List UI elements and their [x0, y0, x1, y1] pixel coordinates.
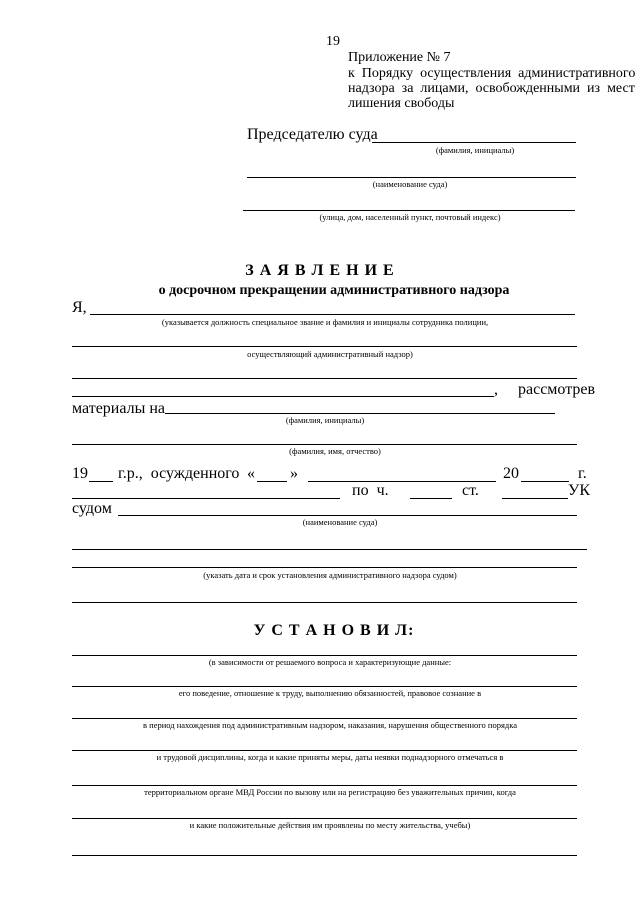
officer-field[interactable] — [90, 314, 575, 315]
label-materials-on: материалы на — [72, 400, 165, 417]
birth-year-field[interactable] — [89, 481, 113, 482]
comma: , — [494, 381, 498, 398]
officer-field-2[interactable] — [72, 346, 577, 347]
document-subtitle: о досрочном прекращении административного надзора — [158, 283, 510, 298]
appendix-line-1: к Порядку осуществления административного — [348, 66, 636, 81]
established-line-6[interactable] — [72, 818, 577, 819]
blank-line-5[interactable] — [72, 602, 577, 603]
caption-established-6: и какие положительные действия им проявлены по месту жительства, учебы) — [189, 820, 471, 830]
established-heading: У С Т А Н О В И Л: — [253, 622, 415, 639]
year-20: 20 — [503, 465, 519, 482]
court-address-field[interactable] — [243, 210, 575, 211]
subject-full-name-field[interactable] — [72, 444, 577, 445]
court-name-field[interactable] — [247, 177, 576, 178]
subject-name-field[interactable] — [165, 413, 555, 414]
caption-established-2: его поведение, отношение к труду, выполнению обязанностей, правовое сознание в — [178, 688, 482, 698]
caption-established-3: в период нахождения под административным надзором, наказания, нарушения общественного порядка — [143, 720, 517, 730]
quote-open: « — [247, 465, 255, 482]
label-sudom: судом — [72, 500, 112, 517]
caption-established-5: территориальном органе МВД России по вызову или на регистрацию без уважительных причин, когда — [144, 787, 516, 797]
appendix-title: Приложение № 7 — [348, 50, 451, 65]
label-st: ст. — [462, 482, 479, 499]
caption-established-4: и трудовой дисциплины, когда и какие приняты меры, даты неявки поднадзорного отмечаться в — [156, 752, 504, 762]
caption-officer: (указывается должность специальное звание и фамилия и инициалы сотрудника полиции, — [161, 317, 489, 327]
article-part-field[interactable] — [410, 498, 452, 499]
year-prefix: 19 — [72, 465, 88, 482]
conviction-year-field[interactable] — [521, 481, 569, 482]
label-ya: Я, — [72, 299, 87, 316]
established-line-4[interactable] — [72, 750, 577, 751]
conviction-day-field[interactable] — [257, 481, 287, 482]
supervision-date-field[interactable] — [72, 567, 577, 568]
established-line-7[interactable] — [72, 855, 577, 856]
addressee-label: Председателю суда — [247, 126, 378, 143]
label-rassmotrev: рассмотрев — [518, 381, 596, 398]
caption-fio: (фамилия, инициалы) — [435, 145, 515, 155]
document-title: З А Я В Л Е Н И Е — [245, 262, 395, 279]
appendix-line-3: лишения свободы — [348, 96, 455, 111]
appendix-line-2: надзора за лицами, освобожденными из мест — [348, 81, 635, 96]
blank-line-1[interactable] — [72, 378, 577, 379]
caption-fio-full: (фамилия, имя, отчество) — [289, 446, 381, 456]
label-po-ch: по ч. — [352, 482, 389, 499]
page-number: 19 — [326, 34, 340, 49]
addressee-name-field[interactable] — [372, 142, 576, 143]
blank-line-3[interactable] — [72, 498, 340, 499]
caption-address: (улица, дом, населенный пункт, почтовый индекс) — [319, 212, 501, 222]
established-line-1[interactable] — [72, 655, 577, 656]
sentencing-court-field[interactable] — [118, 515, 577, 516]
caption-established-1: (в зависимости от решаемого вопроса и характеризующие данные: — [208, 657, 452, 667]
established-line-3[interactable] — [72, 718, 577, 719]
article-field[interactable] — [502, 498, 568, 499]
caption-date: (указать дата и срок установления административного надзора судом) — [203, 570, 457, 580]
established-line-2[interactable] — [72, 686, 577, 687]
label-uk: УК — [568, 482, 590, 499]
quote-close: » — [290, 465, 298, 482]
caption-fio-2: (фамилия, инициалы) — [285, 415, 365, 425]
established-line-5[interactable] — [72, 785, 577, 786]
label-g: г. — [578, 465, 587, 482]
caption-supervising: осуществляющий административный надзор) — [247, 349, 413, 359]
label-convicted: г.р., осужденного — [118, 465, 240, 482]
blank-line-2[interactable] — [72, 396, 494, 397]
caption-court-2: (наименование суда) — [302, 517, 378, 527]
caption-court: (наименование суда) — [372, 179, 448, 189]
blank-line-4[interactable] — [72, 549, 587, 550]
